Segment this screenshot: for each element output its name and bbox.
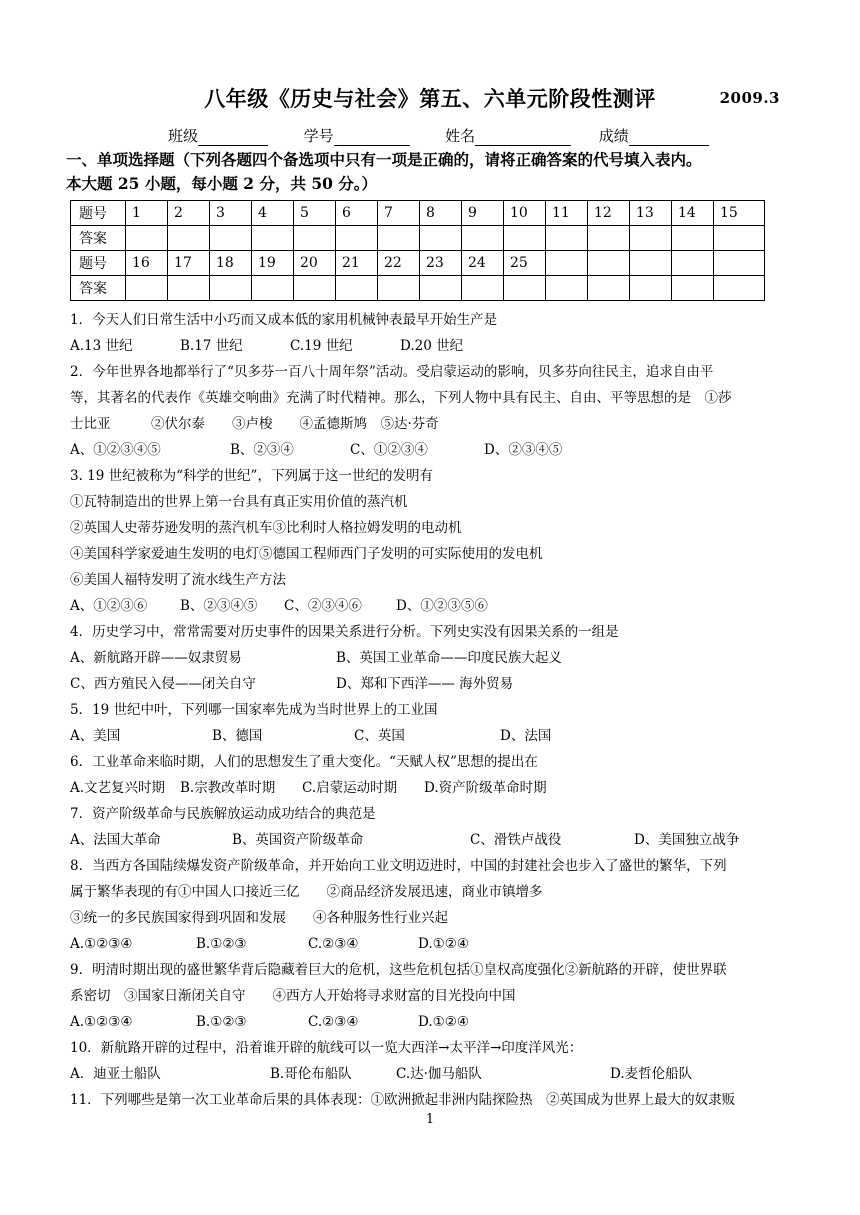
- options-row: [70, 827, 798, 853]
- option-c: C、滑铁卢战役: [470, 832, 562, 848]
- answer-cell[interactable]: [168, 226, 210, 251]
- option-c: C.启蒙运动时期: [302, 780, 398, 796]
- question-number: 20: [294, 251, 336, 276]
- question-9: [70, 957, 798, 1035]
- answer-cell[interactable]: [126, 276, 168, 301]
- answer-cell[interactable]: [210, 276, 252, 301]
- option-b: B、英国工业革命——印度民族大起义: [336, 650, 562, 666]
- table-row: [71, 276, 765, 301]
- table-row: [71, 251, 765, 276]
- option-b: B.①②③: [196, 1014, 247, 1030]
- options-row: [70, 437, 798, 463]
- question-number: 25: [504, 251, 546, 276]
- option-b: B、②③④⑤: [180, 598, 258, 614]
- option-a: A.①②③④: [70, 936, 133, 952]
- option-a: A、法国大革命: [70, 832, 161, 848]
- question-line: ⑥美国人福特发明了流水线生产方法: [70, 572, 286, 588]
- empty-cell: [588, 251, 630, 276]
- question-number: 22: [378, 251, 420, 276]
- option-b: B.宗教改革时期: [180, 780, 276, 796]
- answer-cell[interactable]: [504, 226, 546, 251]
- answer-cell[interactable]: [630, 276, 672, 301]
- question-number: 24: [462, 251, 504, 276]
- question-line: ③统一的多民族国家得到巩固和发展 ④各种服务性行业兴起: [70, 910, 448, 926]
- question-number: 14: [672, 201, 714, 226]
- question-stem: 10．新航路开辟的过程中，沿着谁开辟的航线可以一览大西洋→太平洋→印度洋风光：: [70, 1040, 583, 1056]
- question-stem: 4．历史学习中，常常需要对历史事件的因果关系进行分析。下列史实没有因果关系的一组是: [70, 624, 619, 640]
- question-7: [70, 801, 798, 853]
- options-row: [70, 671, 798, 697]
- options-row: [70, 723, 798, 749]
- options-row: [70, 1009, 798, 1035]
- question-stem: 7．资产阶级革命与民族解放运动成功结合的典范是: [70, 806, 376, 822]
- question-number: 3: [210, 201, 252, 226]
- question-number: 8: [420, 201, 462, 226]
- question-line: 属于繁华表现的有①中国人口接近三亿 ②商品经济发展迅速，商业市镇增多: [70, 884, 543, 900]
- question-number: 6: [336, 201, 378, 226]
- answer-cell[interactable]: [672, 226, 714, 251]
- options-row: [70, 931, 798, 957]
- question-number: 7: [378, 201, 420, 226]
- question-number: 15: [714, 201, 765, 226]
- question-line: 2．今年世界各地都举行了“贝多芬一百八十周年祭”活动。受启蒙运动的影响，贝多芬向往民主，追求自由平: [70, 364, 714, 380]
- options-row: [70, 1061, 798, 1087]
- option-d: D.麦哲伦船队: [610, 1066, 693, 1082]
- answer-cell[interactable]: [252, 276, 294, 301]
- answer-cell[interactable]: [126, 226, 168, 251]
- question-number: 13: [630, 201, 672, 226]
- option-c: C.②③④: [308, 936, 359, 952]
- option-c: C、西方殖民入侵——闭关自守: [70, 676, 256, 692]
- answer-cell[interactable]: [420, 226, 462, 251]
- answer-cell[interactable]: [462, 276, 504, 301]
- option-a: A、新航路开辟——奴隶贸易: [70, 650, 242, 666]
- answer-cell[interactable]: [714, 276, 765, 301]
- question-stem: 6．工业革命来临时期，人们的思想发生了重大变化。“天赋人权”思想的提出在: [70, 754, 538, 770]
- question-1: [70, 307, 798, 359]
- option-d: D.20 世纪: [400, 338, 464, 354]
- options-row: [70, 645, 798, 671]
- number-label: 学号: [303, 127, 334, 145]
- page-number: 1: [425, 1112, 435, 1127]
- question-8: [70, 853, 798, 957]
- question-line: 士比亚 ②伏尔泰 ③卢梭 ④孟德斯鸠 ⑤达·芬奇: [70, 416, 439, 432]
- question-number: 10: [504, 201, 546, 226]
- section-heading-1: [66, 148, 806, 196]
- question-stem: 5．19 世纪中叶，下列哪一国家率先成为当时世界上的工业国: [70, 702, 438, 718]
- option-d: D、①②③⑤⑥: [396, 598, 488, 614]
- question-line: 等，其著名的代表作《英雄交响曲》充满了时代精神。那么，下列人物中具有民主、自由、平等思想的是 ①莎: [70, 390, 732, 406]
- option-d: D、郑和下西洋—— 海外贸易: [336, 676, 514, 692]
- question-number: 2: [168, 201, 210, 226]
- answer-cell[interactable]: [588, 276, 630, 301]
- option-c: C、英国: [354, 728, 405, 744]
- question-4: [70, 619, 798, 697]
- question-number: 11: [546, 201, 588, 226]
- option-d: D、美国独立战争: [634, 832, 740, 848]
- question-10: [70, 1035, 798, 1087]
- score-label: 成绩: [598, 127, 629, 145]
- answer-cell[interactable]: [546, 276, 588, 301]
- question-number: 18: [210, 251, 252, 276]
- question-line: 9．明清时期出现的盛世繁华背后隐藏着巨大的危机，这些危机包括①皇权高度强化②新航路的开辟，使世界联: [70, 962, 727, 978]
- question-number: 12: [588, 201, 630, 226]
- empty-cell: [672, 251, 714, 276]
- question-3: [70, 463, 798, 619]
- option-b: B、英国资产阶级革命: [232, 832, 364, 848]
- option-a: A、美国: [70, 728, 121, 744]
- option-b: B、德国: [212, 728, 263, 744]
- answer-cell[interactable]: [294, 276, 336, 301]
- question-number: 19: [252, 251, 294, 276]
- answer-cell[interactable]: [378, 276, 420, 301]
- option-d: D.①②④: [418, 1014, 469, 1030]
- option-a: A、①②③④⑤: [70, 442, 161, 458]
- answer-cell[interactable]: [294, 226, 336, 251]
- question-6: [70, 749, 798, 801]
- question-stem: 1．今天人们日常生活中小巧而又成本低的家用机械钟表最早开始生产是: [70, 312, 498, 328]
- option-c: C.②③④: [308, 1014, 359, 1030]
- section-line-2: 本大题 25 小题，每小题 2 分，共 50 分。）: [66, 174, 378, 193]
- option-d: D.①②④: [418, 936, 469, 952]
- option-c: C、①②③④: [350, 442, 428, 458]
- option-a: A.文艺复兴时期: [70, 780, 166, 796]
- question-5: [70, 697, 798, 749]
- answer-cell[interactable]: [336, 276, 378, 301]
- question-number: 21: [336, 251, 378, 276]
- question-number: 23: [420, 251, 462, 276]
- header-label: 题号: [71, 251, 126, 276]
- option-a: A.13 世纪: [70, 338, 133, 354]
- option-b: B.哥伦布船队: [270, 1066, 352, 1082]
- table-row: [71, 201, 765, 226]
- class-blank[interactable]: [198, 129, 268, 146]
- number-blank[interactable]: [334, 129, 410, 146]
- answer-cell[interactable]: [462, 226, 504, 251]
- answer-cell[interactable]: [672, 276, 714, 301]
- question-number: 16: [126, 251, 168, 276]
- title-text: 八年级《历史与社会》第五、六单元阶段性测评: [204, 86, 656, 111]
- option-c: C、②③④⑥: [284, 598, 362, 614]
- answer-cell[interactable]: [588, 226, 630, 251]
- options-row: [70, 593, 798, 619]
- empty-cell: [714, 251, 765, 276]
- question-number: 9: [462, 201, 504, 226]
- question-2: [70, 359, 798, 463]
- answer-cell[interactable]: [378, 226, 420, 251]
- question-stem: 11．下列哪些是第一次工业革命后果的具体表现：①欧洲掀起非洲内陆探险热 ②英国成为世界上最大的奴隶贩: [70, 1092, 736, 1108]
- answer-cell[interactable]: [210, 226, 252, 251]
- page-title: [0, 83, 860, 113]
- answer-cell[interactable]: [504, 276, 546, 301]
- question-number: 17: [168, 251, 210, 276]
- question-line: ②英国人史蒂芬逊发明的蒸汽机车③比利时人格拉姆发明的电动机: [70, 520, 462, 536]
- answer-table: [70, 200, 765, 301]
- answer-label: 答案: [71, 276, 126, 301]
- question-line: 3. 19 世纪被称为“科学的世纪”，下列属于这一世纪的发明有: [70, 468, 433, 484]
- answer-cell[interactable]: [714, 226, 765, 251]
- option-d: D、②③④⑤: [484, 442, 563, 458]
- option-b: B、②③④: [230, 442, 294, 458]
- question-line: 8．当西方各国陆续爆发资产阶级革命，并开始向工业文明迈进时，中国的封建社会也步入了盛世的繁华，下列: [70, 858, 727, 874]
- option-d: D.资产阶级革命时期: [424, 780, 547, 796]
- table-row: [71, 226, 765, 251]
- answer-cell[interactable]: [546, 226, 588, 251]
- section-line-1: 一、单项选择题（下列各题四个备选项中只有一项是正确的，请将正确答案的代号填入表内。: [66, 150, 702, 169]
- question-line: 系密切 ③国家日渐闭关自守 ④西方人开始将寻求财富的目光投向中国: [70, 988, 516, 1004]
- question-number: 5: [294, 201, 336, 226]
- question-line: ④美国科学家爱迪生发明的电灯⑤德国工程师西门子发明的可实际使用的发电机: [70, 546, 543, 562]
- option-c: C.达·伽马船队: [396, 1066, 482, 1082]
- student-info-row: [168, 125, 709, 146]
- answer-label: 答案: [71, 226, 126, 251]
- option-d: D、法国: [500, 728, 552, 744]
- options-row: [70, 775, 798, 801]
- option-c: C.19 世纪: [290, 338, 353, 354]
- header-label: 题号: [71, 201, 126, 226]
- option-b: B.17 世纪: [180, 338, 243, 354]
- question-line: ①瓦特制造出的世界上第一台具有真正实用价值的蒸汽机: [70, 494, 408, 510]
- answer-cell[interactable]: [336, 226, 378, 251]
- question-number: 1: [126, 201, 168, 226]
- empty-cell: [630, 251, 672, 276]
- question-11: [70, 1087, 798, 1113]
- answer-cell[interactable]: [168, 276, 210, 301]
- option-a: A、①②③⑥: [70, 598, 148, 614]
- name-blank[interactable]: [475, 129, 571, 146]
- answer-cell[interactable]: [252, 226, 294, 251]
- options-row: [70, 333, 798, 359]
- option-a: A．迪亚士船队: [70, 1066, 161, 1082]
- test-date: 2009.3: [719, 89, 780, 107]
- empty-cell: [546, 251, 588, 276]
- score-blank[interactable]: [629, 129, 709, 146]
- option-b: B.①②③: [196, 936, 247, 952]
- class-label: 班级: [168, 127, 199, 145]
- answer-cell[interactable]: [420, 276, 462, 301]
- question-number: 4: [252, 201, 294, 226]
- name-label: 姓名: [445, 127, 476, 145]
- answer-cell[interactable]: [630, 226, 672, 251]
- option-a: A.①②③④: [70, 1014, 133, 1030]
